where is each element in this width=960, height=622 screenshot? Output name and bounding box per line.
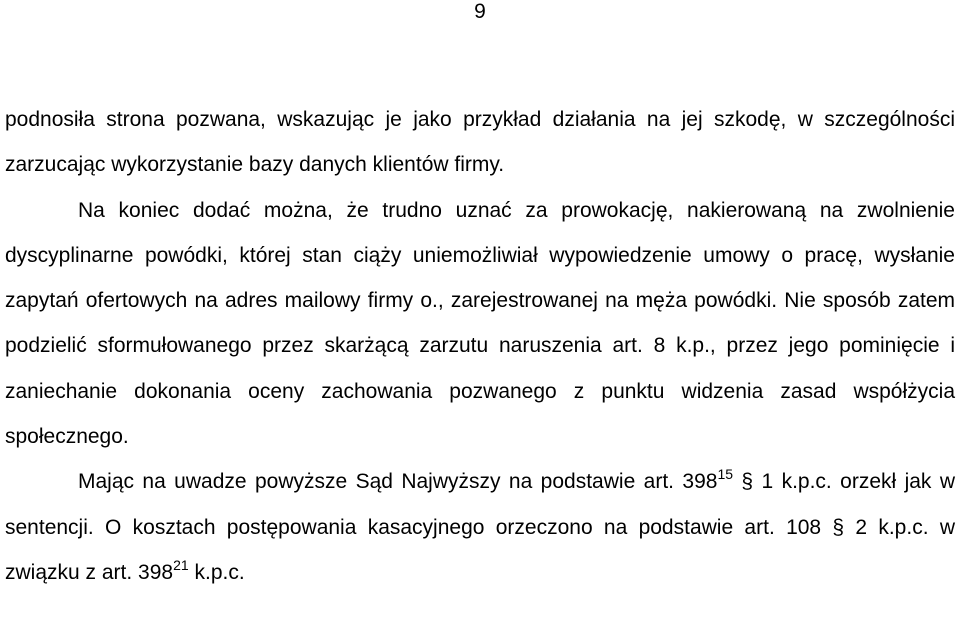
paragraph-2: Na koniec dodać można, że trudno uznać za prowokację, nakierowaną na zwolnienie dyscyplinarne powódki, której stan ciąży uniemożliwiał wypowiedzenie umowy o pracę, wysłanie zapytań ofertowych na adres mailowy firmy o., zarejestrowanej na męża powódki. Nie sposób zatem podzielić sformułowanego przez skarżącą zarzutu naruszenia art. 8 k.p., przez jego pominięcie i zaniechanie dokonania oceny zachowania pozwanego z punktu widzenia zasad współżycia społecznego. xyxy=(5,198,955,449)
paragraph-3-text-2: § 1 k.p.c. orzekł jak w sentencji. O kosztach postępowania kasacyjnego orzeczono na podstawie art. 108 § 2 k.p.c. w związku z art. 398 xyxy=(5,470,956,584)
article-superscript-1: 15 xyxy=(717,466,734,483)
article-superscript-2: 21 xyxy=(173,556,189,573)
paragraph-3-text-3: k.p.c. xyxy=(188,560,245,584)
paragraph-1: podnosiła strona pozwana, wskazując je jako przykład działania na jej szkodę, w szczególności zarzucając wykorzystanie bazy danych klientów firmy. xyxy=(5,108,955,177)
paragraph-3 xyxy=(5,459,955,595)
paragraph-3-text-1: Mając na uwadze powyższe Sąd Najwyższy na podstawie art. 398 xyxy=(78,470,718,494)
document-body xyxy=(5,97,955,595)
page-number: 9 xyxy=(474,0,486,23)
